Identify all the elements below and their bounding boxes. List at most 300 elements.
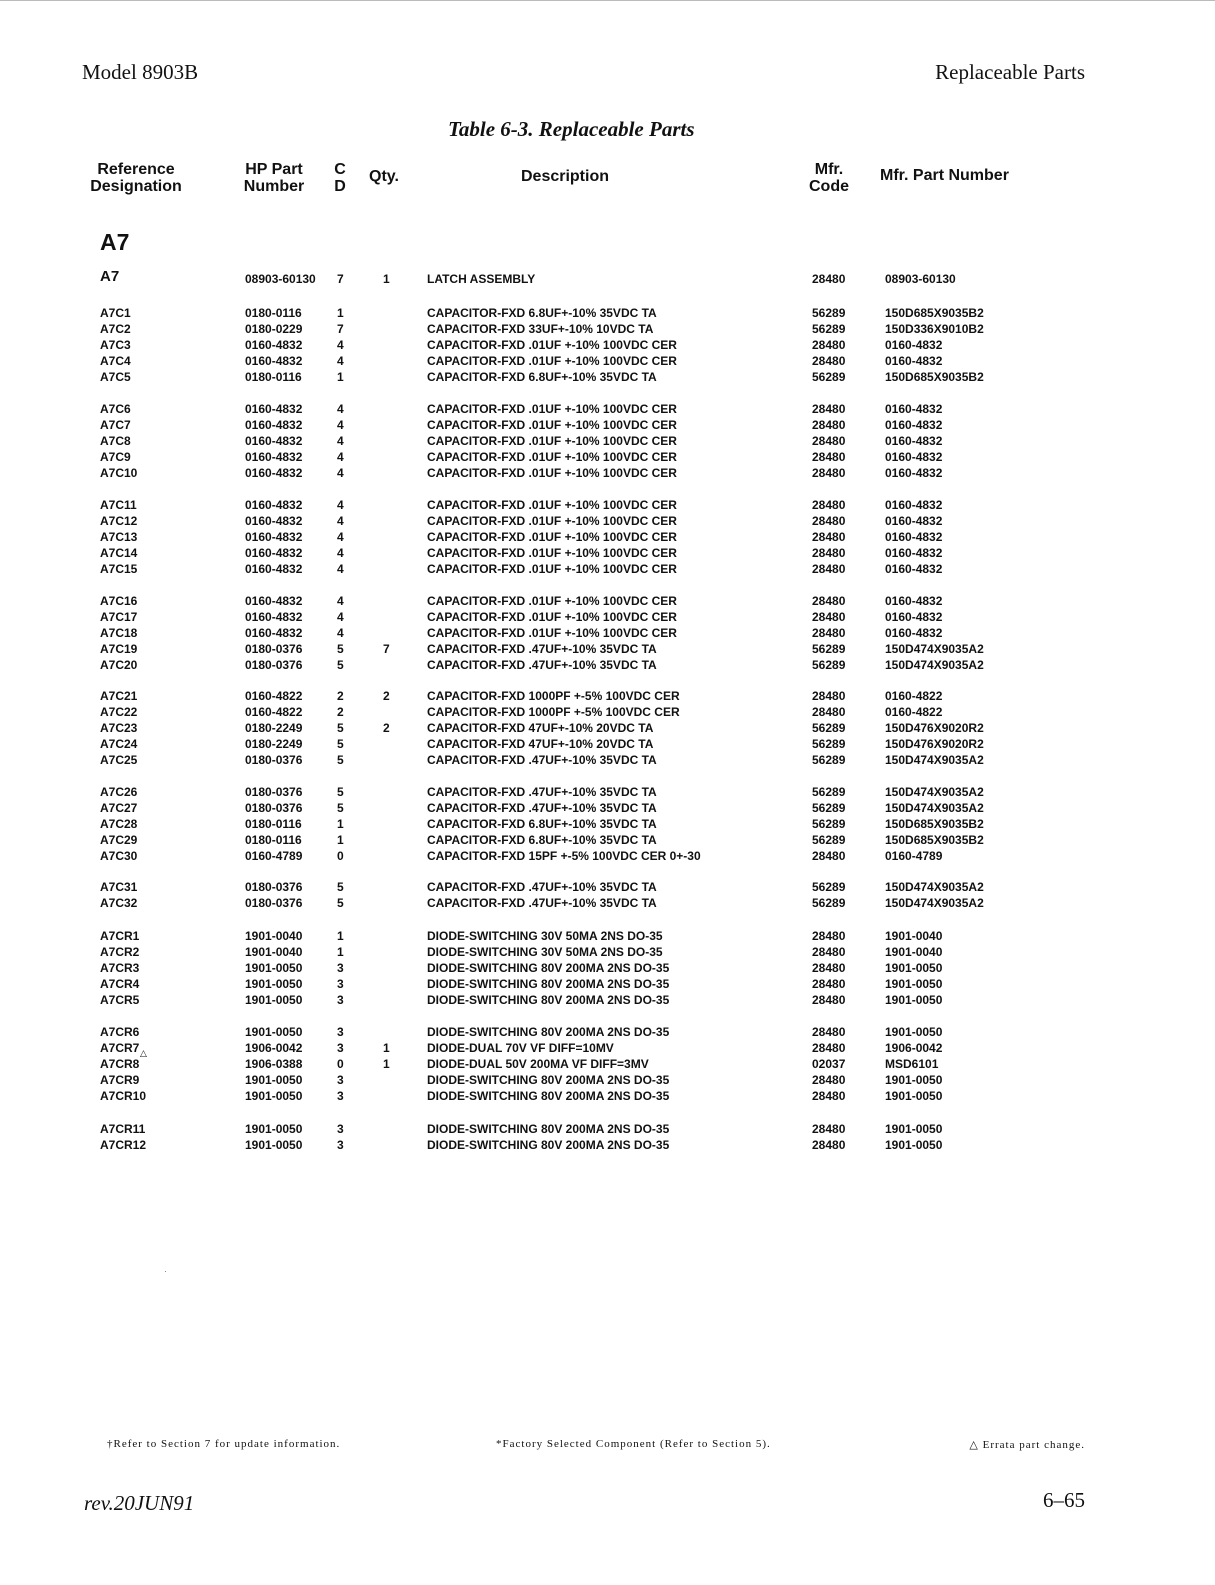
cell-cd: 4 (337, 498, 344, 512)
table-row (0, 928, 1215, 944)
cell-cd: 3 (337, 1041, 344, 1055)
cell-mpn: 0160-4832 (885, 434, 943, 448)
col-ref-line1: Reference (97, 161, 175, 178)
cell-qty: 7 (383, 642, 390, 656)
cell-desc: DIODE-SWITCHING 30V 50MA 2NS DO-35 (427, 945, 663, 959)
cell-mfr: 28480 (812, 272, 846, 286)
cell-hp: 08903-60130 (245, 272, 316, 286)
cell-cd: 5 (337, 721, 344, 735)
cell-ref: A7CR6 (100, 1025, 140, 1039)
cell-mpn: 0160-4832 (885, 354, 943, 368)
cell-hp: 0160-4832 (245, 354, 303, 368)
table-row (0, 449, 1215, 465)
table-row (0, 752, 1215, 768)
cell-hp: 1901-0040 (245, 945, 303, 959)
cell-hp: 0180-0376 (245, 801, 303, 815)
table-title: Table 6-3. Replaceable Parts (448, 117, 695, 141)
cell-mpn: 150D474X9035A2 (885, 785, 984, 799)
cell-mpn: 0160-4832 (885, 610, 943, 624)
cell-cd: 4 (337, 354, 344, 368)
cell-mfr: 28480 (812, 977, 846, 991)
cell-mpn: 0160-4832 (885, 546, 943, 560)
cell-ref: A7CR10 (100, 1089, 147, 1103)
cell-mpn: 0160-4832 (885, 466, 943, 480)
cell-desc: DIODE-SWITCHING 80V 200MA 2NS DO-35 (427, 1025, 670, 1039)
cell-desc: CAPACITOR-FXD .01UF +-10% 100VDC CER (427, 610, 677, 624)
cell-mfr: 28480 (812, 562, 846, 576)
cell-mfr: 28480 (812, 450, 846, 464)
col-qty-header: Qty. (369, 168, 399, 185)
cell-mfr: 28480 (812, 1138, 846, 1152)
cell-ref: A7C6 (100, 402, 131, 416)
cell-mpn: 1901-0040 (885, 945, 943, 959)
cell-mpn: 0160-4832 (885, 418, 943, 432)
cell-ref: A7C15 (100, 562, 138, 576)
table-row (0, 816, 1215, 832)
table-row: A7CR8 △ 1906-0388 0 1 DIODE-DUAL 50V 200MA VF DIFF=3MV 02037 MSD6101 (100, 1048, 939, 1071)
cell-ref: A7C10 (100, 466, 138, 480)
table-row (0, 465, 1215, 481)
cell-mfr: 56289 (812, 658, 846, 672)
cell-cd: 5 (337, 737, 344, 751)
cell-mpn: 150D476X9020R2 (885, 721, 984, 735)
cell-cd: 3 (337, 1122, 344, 1136)
cell-mpn: 1901-0050 (885, 961, 943, 975)
cell-cd: 4 (337, 338, 344, 352)
cell-mfr: 28480 (812, 961, 846, 975)
cell-mfr: 28480 (812, 514, 846, 528)
cell-cd: 0 (337, 1057, 344, 1071)
table-row (0, 433, 1215, 449)
cell-mfr: 28480 (812, 338, 846, 352)
cell-mpn: 0160-4832 (885, 402, 943, 416)
cell-cd: 1 (337, 929, 344, 943)
cell-hp: 0180-0376 (245, 880, 303, 894)
cell-ref: A7CR4 (100, 977, 140, 991)
cell-ref: A7C23 (100, 721, 138, 735)
table-row (0, 529, 1215, 545)
cell-mpn: 1901-0050 (885, 1073, 943, 1087)
cell-hp: 1901-0050 (245, 1089, 303, 1103)
cell-mfr: 28480 (812, 849, 846, 863)
table-row (0, 1024, 1215, 1040)
cell-mpn: 150D474X9035A2 (885, 642, 984, 656)
cell-mpn: 150D474X9035A2 (885, 753, 984, 767)
cell-desc: CAPACITOR-FXD .47UF+-10% 35VDC TA (427, 801, 657, 815)
table-row (0, 944, 1215, 960)
cell-cd: 1 (337, 370, 344, 384)
cell-mpn: 0160-4822 (885, 689, 943, 703)
table-row (0, 609, 1215, 625)
cell-mpn: 1901-0050 (885, 1025, 943, 1039)
cell-mfr: 28480 (812, 466, 846, 480)
cell-hp: 0180-0116 (245, 817, 302, 831)
cell-desc: DIODE-SWITCHING 80V 200MA 2NS DO-35 (427, 977, 670, 991)
cell-mfr: 28480 (812, 402, 846, 416)
cell-mpn: 08903-60130 (885, 272, 956, 286)
cell-mfr: 28480 (812, 705, 846, 719)
cell-ref: A7CR3 (100, 961, 140, 975)
cell-desc: CAPACITOR-FXD .01UF +-10% 100VDC CER (427, 354, 677, 368)
cell-ref: A7C16 (100, 594, 138, 608)
cell-hp: 0160-4832 (245, 418, 303, 432)
cell-ref: A7C19 (100, 642, 138, 656)
cell-mfr: 28480 (812, 434, 846, 448)
cell-hp: 0180-0116 (245, 306, 302, 320)
cell-hp: 0160-4832 (245, 402, 303, 416)
table-row (0, 832, 1215, 848)
cell-hp: 1901-0050 (245, 977, 303, 991)
table-row (0, 1121, 1215, 1137)
cell-mfr: 56289 (812, 642, 846, 656)
cell-ref: A7C31 (100, 880, 138, 894)
cell-cd: 3 (337, 993, 344, 1007)
cell-hp: 1901-0050 (245, 1073, 303, 1087)
cell-hp: 0160-4832 (245, 338, 303, 352)
section-header: Replaceable Parts (935, 60, 1085, 84)
cell-cd: 5 (337, 785, 344, 799)
cell-mfr: 56289 (812, 817, 846, 831)
cell-cd: 3 (337, 1025, 344, 1039)
col-ref-line2: Designation (90, 178, 182, 195)
cell-hp: 0160-4789 (245, 849, 303, 863)
cell-mpn: 150D685X9035B2 (885, 833, 984, 847)
cell-ref: A7C29 (100, 833, 138, 847)
cell-ref: A7CR1 (100, 929, 140, 943)
cell-mpn: 150D474X9035A2 (885, 801, 984, 815)
cell-cd: 1 (337, 945, 344, 959)
table-row (0, 561, 1215, 577)
cell-mfr: 28480 (812, 929, 846, 943)
section-label: A7 (100, 229, 130, 255)
cell-mfr: 56289 (812, 785, 846, 799)
cell-cd: 0 (337, 849, 344, 863)
cell-cd: 3 (337, 977, 344, 991)
cell-cd: 3 (337, 1138, 344, 1152)
cell-mfr: 28480 (812, 993, 846, 1007)
table-row (0, 593, 1215, 609)
cell-ref: A7CR11 (100, 1122, 146, 1136)
cell-hp: 0160-4832 (245, 466, 303, 480)
table-row (0, 401, 1215, 417)
cell-mpn: 1901-0050 (885, 1138, 943, 1152)
cell-desc: DIODE-SWITCHING 80V 200MA 2NS DO-35 (427, 1122, 670, 1136)
table-row (0, 976, 1215, 992)
cell-hp: 0160-4832 (245, 546, 303, 560)
cell-ref: A7C5 (100, 370, 131, 384)
revision-date: rev.20JUN91 (84, 1491, 195, 1515)
cell-ref: A7C30 (100, 849, 138, 863)
cell-mpn: 0160-4789 (885, 849, 943, 863)
cell-mfr: 28480 (812, 610, 846, 624)
cell-cd: 4 (337, 418, 344, 432)
table-row (0, 497, 1215, 513)
cell-mpn: 150D476X9020R2 (885, 737, 984, 751)
cell-ref: A7C11 (100, 498, 137, 512)
cell-cd: 5 (337, 801, 344, 815)
cell-qty: 1 (383, 272, 390, 286)
cell-cd: 5 (337, 658, 344, 672)
cell-cd: 7 (337, 322, 344, 336)
col-ref-header (86, 161, 186, 195)
cell-desc: CAPACITOR-FXD 6.8UF+-10% 35VDC TA (427, 817, 657, 831)
cell-ref: A7C4 (100, 354, 131, 368)
cell-cd: 4 (337, 594, 344, 608)
cell-mpn: 150D474X9035A2 (885, 658, 984, 672)
cell-hp: 0160-4832 (245, 498, 303, 512)
cell-hp: 0180-0376 (245, 658, 303, 672)
table-row (0, 992, 1215, 1008)
cell-desc: CAPACITOR-FXD .01UF +-10% 100VDC CER (427, 402, 677, 416)
cell-ref: A7C1 (100, 306, 131, 320)
cell-cd: 4 (337, 546, 344, 560)
model-header: Model 8903B (82, 60, 199, 84)
cell-hp: 1901-0050 (245, 1138, 303, 1152)
cell-desc: CAPACITOR-FXD 6.8UF+-10% 35VDC TA (427, 306, 657, 320)
cell-hp: 0180-0229 (245, 322, 303, 336)
cell-ref: A7 (100, 268, 120, 285)
cell-mfr: 56289 (812, 322, 846, 336)
cell-desc: DIODE-SWITCHING 80V 200MA 2NS DO-35 (427, 1073, 670, 1087)
cell-cd: 7 (337, 272, 344, 286)
cell-mfr: 28480 (812, 1089, 846, 1103)
cell-cd: 1 (337, 817, 344, 831)
cell-ref: A7C17 (100, 610, 138, 624)
cell-hp: 0160-4832 (245, 594, 303, 608)
cell-hp: 0180-2249 (245, 737, 303, 751)
cell-hp: 1901-0050 (245, 993, 303, 1007)
cell-hp: 0180-0376 (245, 642, 303, 656)
cell-qty: 2 (383, 689, 390, 703)
table-row (0, 848, 1215, 864)
cell-ref: A7C9 (100, 450, 131, 464)
cell-mpn: 150D474X9035A2 (885, 896, 984, 910)
cell-desc: DIODE-SWITCHING 80V 200MA 2NS DO-35 (427, 993, 670, 1007)
cell-cd: 4 (337, 514, 344, 528)
col-mfr-line2: Code (809, 178, 849, 195)
cell-hp: 0160-4822 (245, 689, 303, 703)
table-row (0, 657, 1215, 673)
cell-cd: 4 (337, 626, 344, 640)
cell-cd: 5 (337, 753, 344, 767)
cell-hp: 0180-0376 (245, 785, 303, 799)
cell-desc: CAPACITOR-FXD 47UF+-10% 20VDC TA (427, 721, 654, 735)
cell-desc: CAPACITOR-FXD .47UF+-10% 35VDC TA (427, 753, 657, 767)
table-row (0, 1040, 1215, 1056)
cell-cd: 4 (337, 450, 344, 464)
cell-desc: CAPACITOR-FXD .01UF +-10% 100VDC CER (427, 514, 677, 528)
cell-ref: A7C22 (100, 705, 138, 719)
cell-cd: 3 (337, 1073, 344, 1087)
cell-desc: CAPACITOR-FXD .47UF+-10% 35VDC TA (427, 658, 657, 672)
col-hp-line2: Number (243, 178, 305, 195)
cell-mpn: MSD6101 (885, 1057, 939, 1071)
table-row (0, 1072, 1215, 1088)
cell-qty: 1 (383, 1057, 390, 1071)
cell-hp: 0160-4822 (245, 705, 303, 719)
cell-ref: A7CR12 (100, 1138, 147, 1152)
cell-desc: CAPACITOR-FXD 6.8UF+-10% 35VDC TA (427, 370, 657, 384)
cell-cd: 3 (337, 1089, 344, 1103)
cell-cd: 5 (337, 880, 344, 894)
footnote-factory: *Factory Selected Component (Refer to Section 5). (496, 1438, 771, 1450)
cell-desc: CAPACITOR-FXD .01UF +-10% 100VDC CER (427, 546, 677, 560)
cell-mpn: 1901-0050 (885, 1089, 943, 1103)
cell-mpn: 0160-4832 (885, 626, 943, 640)
cell-mpn: 1901-0050 (885, 1122, 943, 1136)
cell-ref: A7CR9 (100, 1073, 140, 1087)
cell-mpn: 1901-0050 (885, 977, 943, 991)
cell-ref: A7C2 (100, 322, 131, 336)
table-row (0, 736, 1215, 752)
table-row (0, 337, 1215, 353)
cell-desc: CAPACITOR-FXD .47UF+-10% 35VDC TA (427, 785, 657, 799)
cell-mfr: 28480 (812, 530, 846, 544)
cell-mfr: 28480 (812, 689, 846, 703)
col-mfr-line1: Mfr. (814, 161, 844, 178)
cell-cd: 5 (337, 896, 344, 910)
cell-hp: 0160-4832 (245, 610, 303, 624)
table-row (0, 513, 1215, 529)
table-row (0, 720, 1215, 736)
cell-ref: A7C7 (100, 418, 131, 432)
cell-mfr: 28480 (812, 498, 846, 512)
table-row (0, 895, 1215, 911)
cell-mpn: 150D474X9035A2 (885, 880, 984, 894)
cell-hp: 0180-0376 (245, 753, 303, 767)
col-cd-line2: D (334, 178, 346, 195)
cell-desc: CAPACITOR-FXD .01UF +-10% 100VDC CER (427, 466, 677, 480)
cell-desc: LATCH ASSEMBLY (427, 272, 536, 286)
cell-mfr: 28480 (812, 1041, 846, 1055)
cell-cd: 4 (337, 402, 344, 416)
cell-mpn: 150D685X9035B2 (885, 306, 984, 320)
cell-desc: DIODE-SWITCHING 80V 200MA 2NS DO-35 (427, 1089, 670, 1103)
cell-desc: DIODE-SWITCHING 80V 200MA 2NS DO-35 (427, 1138, 670, 1152)
table-row (0, 704, 1215, 720)
table-row (0, 688, 1215, 704)
table-row (0, 417, 1215, 433)
col-desc-header: Description (520, 168, 609, 185)
cell-desc: DIODE-SWITCHING 30V 50MA 2NS DO-35 (427, 929, 663, 943)
cell-hp: 1906-0388 (245, 1057, 303, 1071)
cell-mpn: 0160-4822 (885, 705, 943, 719)
cell-desc: CAPACITOR-FXD 15PF +-5% 100VDC CER 0+-30 (427, 849, 701, 863)
cell-mfr: 56289 (812, 370, 846, 384)
cell-mfr: 28480 (812, 945, 846, 959)
cell-cd: 2 (337, 689, 344, 703)
table-row (0, 800, 1215, 816)
cell-mfr: 28480 (812, 1122, 846, 1136)
cell-desc: CAPACITOR-FXD .01UF +-10% 100VDC CER (427, 450, 677, 464)
cell-mpn: 1906-0042 (885, 1041, 943, 1055)
cell-ref: A7C21 (100, 689, 138, 703)
cell-hp: 0180-2249 (245, 721, 303, 735)
cell-ref: A7CR2 (100, 945, 140, 959)
cell-mpn: 1901-0040 (885, 929, 943, 943)
cell-cd: 4 (337, 610, 344, 624)
table-row (0, 268, 1215, 287)
cell-ref: A7CR7 (100, 1041, 140, 1055)
cell-mfr: 56289 (812, 721, 846, 735)
cell-cd: 2 (337, 705, 344, 719)
table-row (0, 784, 1215, 800)
cell-desc: CAPACITOR-FXD .01UF +-10% 100VDC CER (427, 594, 677, 608)
cell-cd: 3 (337, 961, 344, 975)
cell-cd: 4 (337, 434, 344, 448)
cell-desc: CAPACITOR-FXD 6.8UF+-10% 35VDC TA (427, 833, 657, 847)
cell-mfr: 56289 (812, 833, 846, 847)
cell-mpn: 150D685X9035B2 (885, 817, 984, 831)
cell-mfr: 28480 (812, 1025, 846, 1039)
table-row (0, 625, 1215, 641)
cell-mfr: 56289 (812, 306, 846, 320)
cell-desc: CAPACITOR-FXD .01UF +-10% 100VDC CER (427, 418, 677, 432)
cell-qty: 1 (383, 1041, 390, 1055)
cell-desc: CAPACITOR-FXD .01UF +-10% 100VDC CER (427, 434, 677, 448)
cell-desc: CAPACITOR-FXD 33UF+-10% 10VDC TA (427, 322, 654, 336)
footnote-errata: △ Errata part change. (969, 1439, 1085, 1451)
cell-hp: 1906-0042 (245, 1041, 303, 1055)
cell-desc: CAPACITOR-FXD .01UF +-10% 100VDC CER (427, 338, 677, 352)
cell-mfr: 28480 (812, 354, 846, 368)
cell-mpn: 1901-0050 (885, 993, 943, 1007)
table-row (0, 369, 1215, 385)
cell-cd: 1 (337, 833, 344, 847)
cell-cd: 1 (337, 306, 344, 320)
cell-mpn: 0160-4832 (885, 450, 943, 464)
cell-hp: 0160-4832 (245, 514, 303, 528)
table-row (0, 879, 1215, 895)
cell-desc: CAPACITOR-FXD 47UF+-10% 20VDC TA (427, 737, 654, 751)
cell-mfr: 28480 (812, 1073, 846, 1087)
cell-mfr: 56289 (812, 737, 846, 751)
cell-ref: A7C20 (100, 658, 138, 672)
table-row (0, 960, 1215, 976)
cell-mpn: 0160-4832 (885, 562, 943, 576)
cell-mfr: 28480 (812, 626, 846, 640)
cell-ref: A7C27 (100, 801, 138, 815)
cell-mfr: 28480 (812, 594, 846, 608)
cell-hp: 0180-0116 (245, 370, 302, 384)
table-row (0, 321, 1215, 337)
top-rule (0, 0, 1215, 1)
cell-ref: A7C24 (100, 737, 138, 751)
cell-ref: A7CR8 (100, 1057, 140, 1071)
cell-hp: 0180-0376 (245, 896, 303, 910)
cell-hp: 0160-4832 (245, 626, 303, 640)
cell-ref: A7C8 (100, 434, 131, 448)
cell-mfr: 56289 (812, 880, 846, 894)
cell-hp: 1901-0050 (245, 961, 303, 975)
cell-hp: 1901-0050 (245, 1122, 303, 1136)
cell-desc: CAPACITOR-FXD .01UF +-10% 100VDC CER (427, 562, 677, 576)
cell-mpn: 150D336X9010B2 (885, 322, 984, 336)
cell-ref: A7C12 (100, 514, 138, 528)
col-cd-line1: C (334, 161, 346, 178)
col-mfr-header (800, 161, 858, 195)
cell-ref: A7C13 (100, 530, 138, 544)
col-cd-header (330, 161, 350, 195)
cell-desc: CAPACITOR-FXD .01UF +-10% 100VDC CER (427, 530, 677, 544)
cell-hp: 0160-4832 (245, 450, 303, 464)
cell-mpn: 150D685X9035B2 (885, 370, 984, 384)
cell-ref: A7C26 (100, 785, 138, 799)
cell-desc: CAPACITOR-FXD .47UF+-10% 35VDC TA (427, 642, 657, 656)
cell-cd: 4 (337, 530, 344, 544)
cell-mfr: 56289 (812, 753, 846, 767)
cell-mfr: 56289 (812, 896, 846, 910)
